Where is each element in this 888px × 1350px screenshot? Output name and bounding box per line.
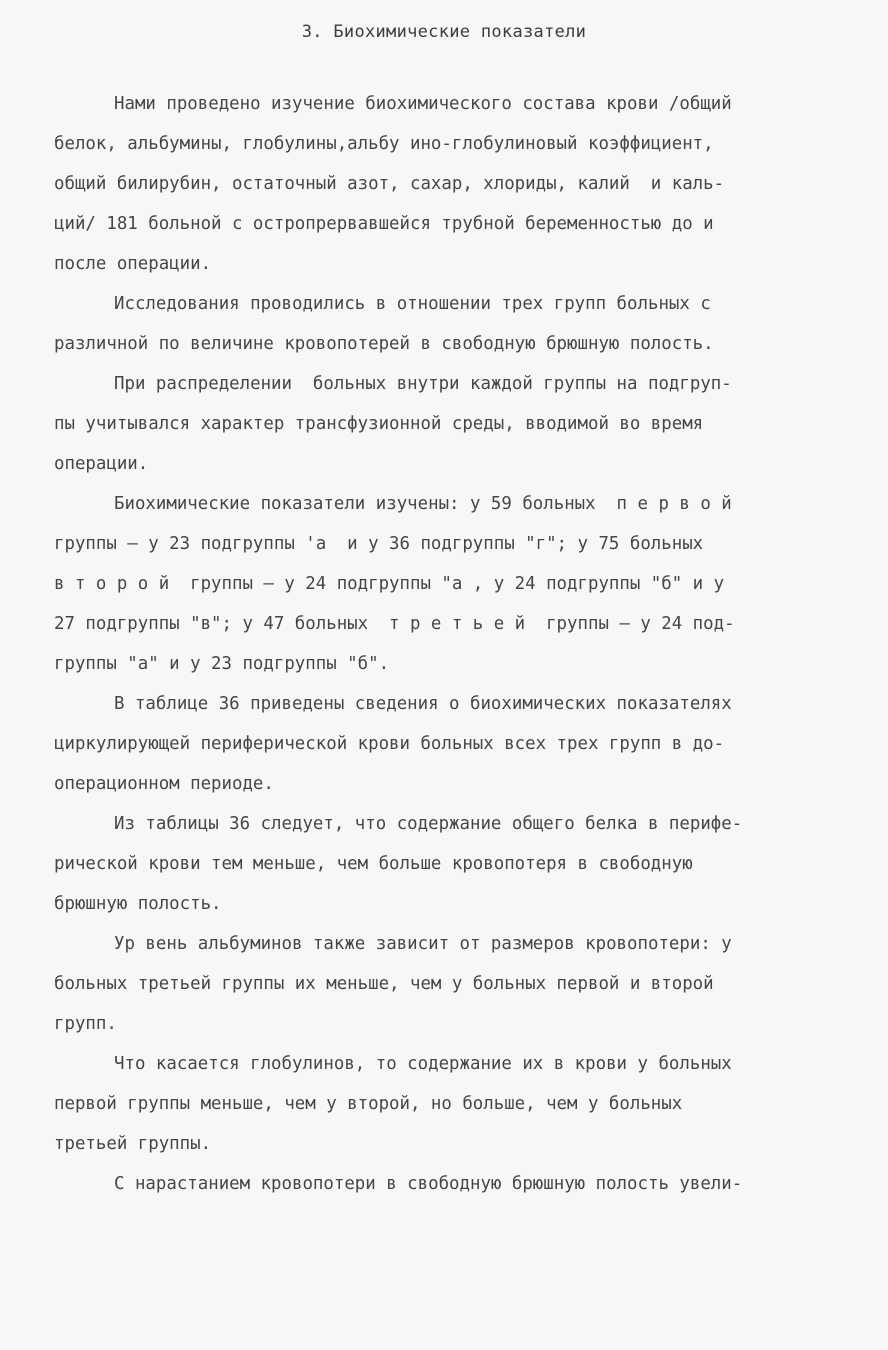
text-line: группы "а" и у 23 подгруппы "б".: [54, 654, 390, 674]
text-line: циркулирующей периферической крови больных всех трех групп в до-: [54, 734, 725, 754]
text-line: ций/ 181 больной с остропрервавшейся трубной беременностью до и: [54, 214, 714, 234]
text-line: 27 подгруппы "в"; у 47 больных т р е т ь е й группы – у 24 под-: [54, 614, 735, 634]
text-line: операции.: [54, 454, 149, 474]
text-line: в т о р о й группы – у 24 подгруппы "а , у 24 подгруппы "б" и у: [54, 574, 725, 594]
text-line: групп.: [54, 1014, 117, 1034]
body-text: [54, 84, 844, 1204]
paragraph: [54, 284, 844, 364]
text-line: С нарастанием кровопотери в свободную брюшную полость увели-: [114, 1174, 743, 1194]
text-line: различной по величине кровопотерей в свободную брюшную полость.: [54, 334, 714, 354]
text-line: после операции.: [54, 254, 212, 274]
text-line: больных третьей группы их меньше, чем у больных первой и второй: [54, 974, 714, 994]
text-line: Нами проведено изучение биохимического состава крови /общий: [114, 94, 732, 114]
text-line: Биохимические показатели изучены: у 59 больных п е р в о й: [114, 494, 732, 514]
section-heading: 3. Биохимические показатели: [301, 22, 587, 42]
text-line: Что касается глобулинов, то содержание их в крови у больных: [114, 1054, 732, 1074]
paragraph: [54, 684, 844, 804]
paragraph: [54, 1044, 844, 1164]
text-line: группы – у 23 подгруппы 'а и у 36 подгруппы "г"; у 75 больных: [54, 534, 704, 554]
text-line: общий билирубин, остаточный азот, сахар, хлориды, калий и каль-: [54, 174, 725, 194]
text-line: рической крови тем меньше, чем больше кровопотеря в свободную: [54, 854, 693, 874]
paragraph: [54, 84, 844, 284]
text-line: операционном периоде.: [54, 774, 274, 794]
paragraph: [54, 364, 844, 484]
text-line: При распределении больных внутри каждой группы на подгруп-: [114, 374, 732, 394]
text-line: третьей группы.: [54, 1134, 212, 1154]
paragraph: [54, 484, 844, 684]
paragraph: [54, 924, 844, 1044]
text-line: Ур вень альбуминов также зависит от размеров кровопотери: у: [114, 934, 732, 954]
text-line: первой группы меньше, чем у второй, но больше, чем у больных: [54, 1094, 683, 1114]
paragraph: [54, 804, 844, 924]
paragraph: [54, 1164, 844, 1204]
text-line: белок, альбумины, глобулины,альбу ино-глобулиновый коэффициент,: [54, 134, 714, 154]
text-line: брюшную полость.: [54, 894, 222, 914]
text-line: Из таблицы 36 следует, что содержание общего белка в перифе-: [114, 814, 743, 834]
text-line: пы учитывался характер трансфузионной среды, вводимой во время: [54, 414, 704, 434]
text-line: В таблице 36 приведены сведения о биохимических показателях: [114, 694, 732, 714]
text-line: Исследования проводились в отношении трех групп больных с: [114, 294, 711, 314]
